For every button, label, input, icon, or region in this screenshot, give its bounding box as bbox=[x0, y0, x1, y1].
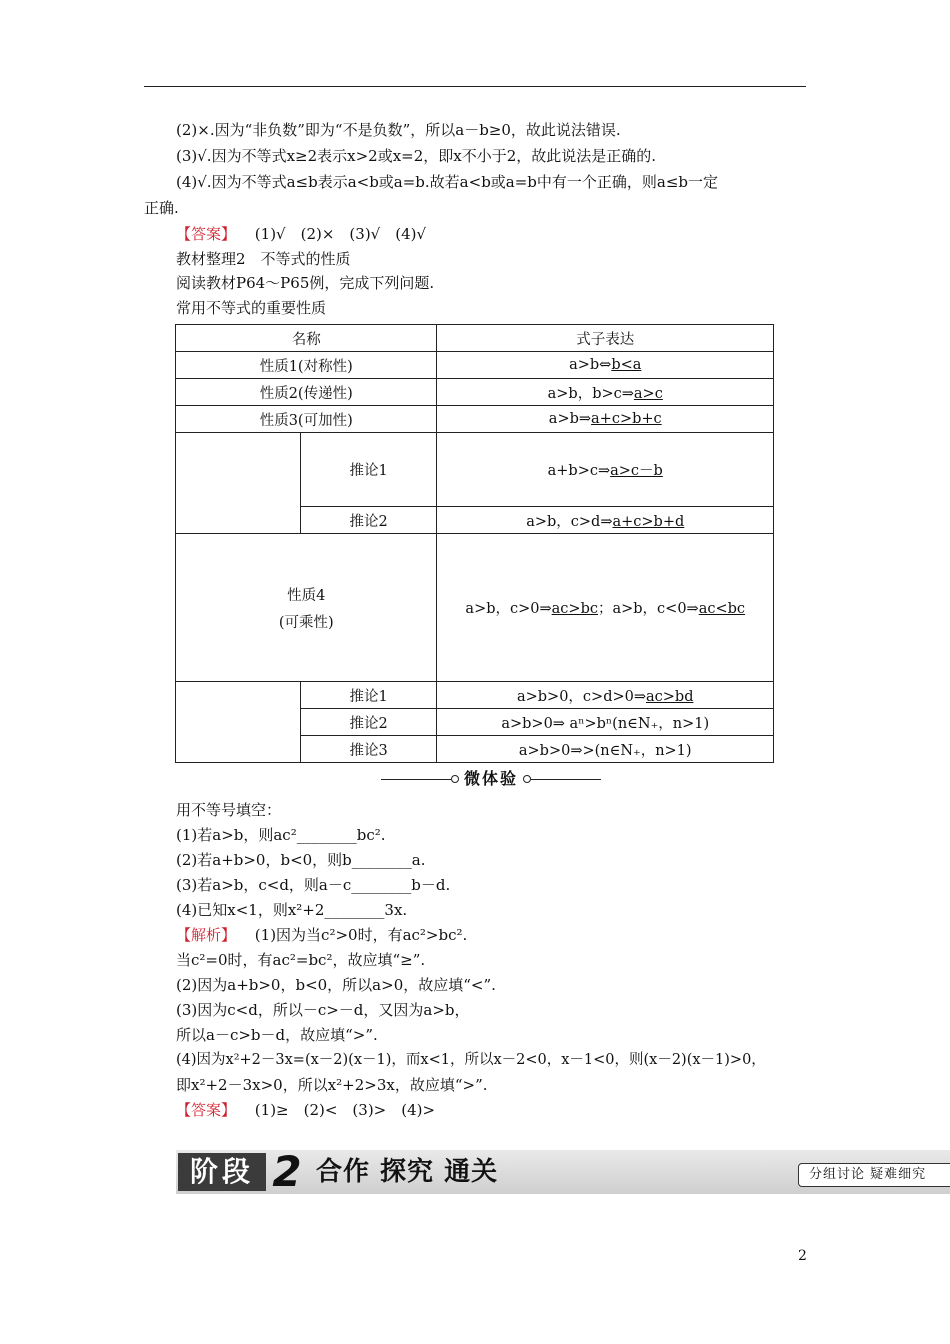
page-number: 2 bbox=[798, 1248, 807, 1264]
cell-name: 性质3(可加性) bbox=[176, 406, 437, 433]
cell-empty bbox=[176, 682, 301, 763]
stage-banner bbox=[176, 1147, 950, 1196]
cell-name: 推论2 bbox=[300, 507, 437, 534]
cell-name: 推论1 bbox=[300, 433, 437, 507]
cell-blank: a+c>b+c bbox=[591, 411, 662, 427]
cell-expr: a>b>0⇒ aⁿ>bⁿ(n∈N₊，n>1) bbox=[437, 709, 774, 736]
cell-expr: a>b⇔ bbox=[569, 357, 612, 373]
cell-blank: ac>bc bbox=[551, 601, 598, 617]
analysis-line-2: 当c²=0时，有ac²=bc²，故应填“≥”. bbox=[176, 951, 426, 969]
cell-name: 性质1(对称性) bbox=[176, 352, 437, 379]
intro-line-2: (2)×.因为“非负数”即为“不是负数”，所以a－b≥0，故此说法错误. bbox=[176, 121, 621, 139]
cell-name: 推论3 bbox=[300, 736, 437, 763]
table-row bbox=[176, 406, 774, 433]
analysis-line-4: (3)因为c<d，所以－c>－d，又因为a>b， bbox=[176, 1001, 470, 1019]
cell-expr-mid: ；a>b，c<0⇒ bbox=[597, 601, 699, 617]
analysis-tag: 【解析】 bbox=[176, 926, 237, 944]
cell-blank: a>c－b bbox=[610, 463, 663, 479]
cell-expr: a+b>c⇒ bbox=[547, 463, 611, 479]
stage-label: 阶段 bbox=[178, 1153, 266, 1191]
section-title: 教材整理2 不等式的性质 bbox=[176, 250, 351, 268]
table-head-expr: 式子表达 bbox=[437, 325, 774, 352]
answer-2 bbox=[176, 1100, 435, 1120]
divider-line-left bbox=[381, 779, 451, 780]
cell-blank: b<a bbox=[611, 357, 642, 373]
table-row bbox=[176, 352, 774, 379]
cell-empty bbox=[176, 433, 301, 534]
divider-line-right bbox=[531, 779, 601, 780]
cell-name bbox=[176, 534, 437, 682]
cell-expr: a>b，b>c⇒ bbox=[547, 385, 634, 402]
exercise-q2: (2)若a+b>0，b<0，则b________a. bbox=[176, 851, 426, 869]
analysis-line-7: 即x²+2－3x>0，所以x²+2>3x，故应填“>”. bbox=[176, 1076, 488, 1094]
intro-line-4: (4)√.因为不等式a≤b表示a<b或a=b.故若a<b或a=b中有一个正确，则a≤b一定 bbox=[176, 173, 719, 191]
analysis-text: (1)因为当c²>0时，有ac²>bc². bbox=[254, 926, 468, 944]
cell-name: 推论2 bbox=[300, 709, 437, 736]
cell-blank: ac>bd bbox=[646, 688, 694, 705]
cell-name-line2: (可乘性) bbox=[278, 614, 334, 631]
header-rule bbox=[144, 86, 806, 87]
exercise-q4: (4)已知x<1，则x²+2________3x. bbox=[176, 901, 408, 919]
cell-name-line1: 性质4 bbox=[287, 587, 326, 604]
answer-tag: 【答案】 bbox=[176, 1101, 237, 1119]
table-head-name: 名称 bbox=[176, 325, 437, 352]
answer-text: (1)≥ (2)< (3)> (4)> bbox=[254, 1101, 436, 1119]
cell-name: 性质2(传递性) bbox=[176, 379, 437, 406]
exercise-q3: (3)若a>b，c<d，则a－c________b－d. bbox=[176, 876, 451, 894]
table-row bbox=[176, 379, 774, 406]
exercise-q1: (1)若a>b，则ac²________bc². bbox=[176, 826, 386, 844]
section-sub: 常用不等式的重要性质 bbox=[176, 299, 327, 317]
cell-expr: a>b，c>0⇒ bbox=[465, 601, 552, 617]
cell-blank-2: ac<bc bbox=[698, 601, 746, 617]
analysis-line-6: (4)因为x²+2－3x=(x－2)(x－1)，而x<1，所以x－2<0，x－1<0，则(x－2)(x－1)>0， bbox=[176, 1052, 766, 1068]
answer-1 bbox=[176, 224, 426, 244]
intro-line-3: (3)√.因为不等式x≥2表示x>2或x=2，即x不小于2，故此说法是正确的. bbox=[176, 147, 657, 165]
cell-expr: a>b>0，c>d>0⇒ bbox=[516, 688, 646, 705]
exercise-intro: 用不等号填空： bbox=[176, 801, 282, 819]
properties-table bbox=[175, 324, 774, 763]
analysis-line-1 bbox=[176, 925, 467, 945]
table-row bbox=[176, 534, 774, 682]
analysis-line-3: (2)因为a+b>0，b<0，所以a>0，故应填“<”. bbox=[176, 976, 496, 994]
table-row bbox=[176, 682, 774, 709]
section-read: 阅读教材P64～P65例，完成下列问题. bbox=[176, 274, 435, 292]
intro-line-4-cont: 正确. bbox=[144, 199, 179, 217]
micro-title: 微体验 bbox=[463, 769, 518, 788]
answer-tag: 【答案】 bbox=[176, 225, 237, 243]
divider-dot-right bbox=[523, 775, 531, 783]
answer-text: (1)√ (2)× (3)√ (4)√ bbox=[254, 225, 427, 243]
table-row bbox=[176, 433, 774, 507]
divider-dot-left bbox=[451, 775, 459, 783]
stage-title: 合作 探究 通关 bbox=[316, 1157, 499, 1187]
cell-expr: a>b，c>d⇒ bbox=[526, 513, 613, 530]
stage-tag: 分组讨论 疑难细究 bbox=[798, 1163, 950, 1187]
cell-blank: a>c bbox=[633, 385, 663, 402]
cell-expr: a>b>0⇒>(n∈N₊，n>1) bbox=[437, 736, 774, 763]
cell-expr: a>b⇒ bbox=[548, 411, 592, 427]
micro-divider bbox=[381, 768, 601, 790]
analysis-line-5: 所以a－c>b－d，故应填“>”. bbox=[176, 1026, 378, 1044]
stage-number: 2 bbox=[272, 1147, 302, 1196]
cell-name: 推论1 bbox=[300, 682, 437, 709]
cell-blank: a+c>b+d bbox=[612, 513, 685, 530]
